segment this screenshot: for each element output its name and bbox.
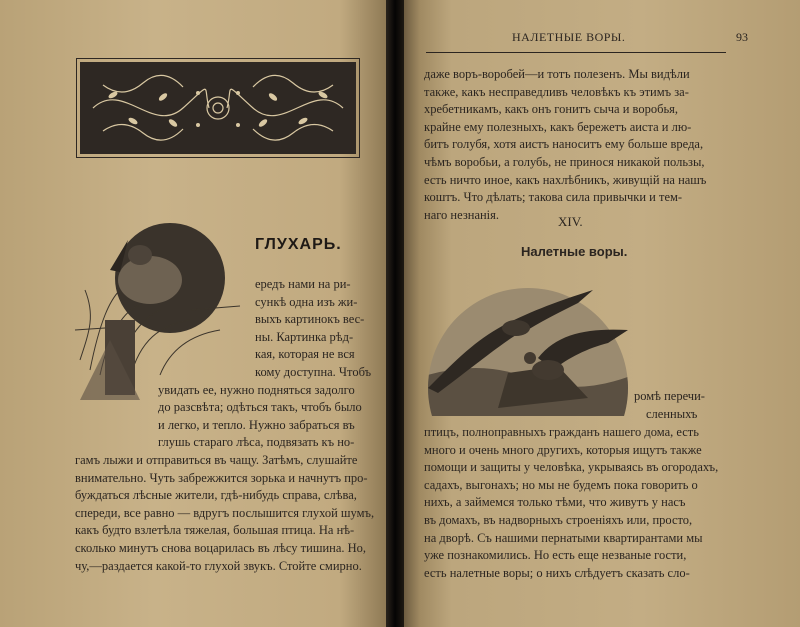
page-number: 93: [736, 30, 748, 44]
text-line: ны. Картинка рѣд-: [255, 329, 354, 344]
text-line: въ домахъ, въ надворныхъ строеніяхъ или, просто,: [424, 512, 693, 527]
running-head: НАЛЕТНЫЕ ВОРЫ.: [512, 30, 626, 44]
chapter-number: XIV.: [558, 214, 583, 229]
text-line: выхъ картинокъ вес-: [255, 312, 365, 327]
text-line: буждаться лѣсные жители, гдѣ-нибудь справа, слѣва,: [75, 488, 357, 503]
text-line: хребетникамъ, какъ онъ гонитъ сыча и воробья,: [424, 102, 679, 117]
text-line: глушь стараго лѣса, подвязать къ но-: [158, 435, 355, 450]
text-wide: [75, 452, 374, 575]
birds-of-prey-illustration: [418, 278, 638, 416]
text-line: есть налетные воры; о нихъ слѣдуетъ сказать сло-: [424, 565, 690, 580]
chapter-subtitle: Налетные воры.: [521, 244, 628, 259]
text-line: есть ничто иное, какъ нахлѣбникъ, живущій на нашъ: [424, 172, 707, 187]
text-line: сколько минутъ снова воцарилась въ лѣсу тишина. Но,: [75, 540, 367, 555]
text-line: до разсвѣта; одѣться такъ, чтобъ было: [158, 400, 362, 415]
text-line: увидать ее, нужно подняться задолго: [158, 382, 355, 397]
text-line: также, какъ несправедливъ человѣкъ къ этимъ за-: [424, 84, 689, 99]
text-line: даже воръ-воробей—и тотъ полезенъ. Мы видѣли: [424, 67, 690, 81]
text-line: спереди, все равно — вдругъ послышится глухой шумъ,: [75, 505, 375, 520]
text-line: ромѣ перечи-: [634, 389, 705, 403]
text-line: наго незнанія.: [424, 207, 500, 222]
chapter-title: ГЛУХАРЬ.: [255, 236, 342, 253]
text-line: кая, которая не вся: [255, 347, 355, 362]
text-line: садахъ, выгонахъ; но мы не будемъ пока говорить о: [424, 477, 698, 492]
text-line: сункѣ одна изъ жи-: [255, 294, 358, 309]
text-line: чу,—раздается какой-то глухой звукъ. Стойте смирно.: [75, 558, 362, 573]
text-line: крайне ему полезныхъ, какъ бережетъ аиста и лю-: [424, 119, 692, 134]
text-line: кому доступна. Чтобъ: [255, 364, 372, 379]
capercaillie-illustration: [70, 210, 250, 410]
header-rule: [426, 52, 726, 53]
floral-ornament-icon: [83, 65, 353, 151]
text-line: уже познакомились. Но есть еще незваные гости,: [424, 548, 687, 563]
text-line: на дворѣ. Съ нашими пернатыми квартирантами мы: [424, 530, 703, 545]
text-line: птицъ, полноправныхъ гражданъ нашего дома, есть: [424, 425, 699, 439]
text-line: коштъ. Что дѣлать; такова сила привычки и тем-: [424, 190, 683, 205]
text-beside-right-illustration: [634, 388, 705, 423]
text-line: ередъ нами на ри-: [255, 277, 351, 291]
text-top: [424, 66, 706, 224]
text-line: чѣмъ воробьи, а голубь, не принося никакой пользы,: [424, 154, 705, 169]
text-line: нихъ, а займемся только тѣми, что живутъ у насъ: [424, 495, 686, 510]
text-line: внимательно. Чуть забрежжится зорька и начнутъ про-: [75, 470, 368, 485]
text-line: и легко, и тепло. Нужно забраться въ: [158, 417, 355, 432]
decorative-headpiece: [80, 62, 356, 154]
text-line: гамъ лыжи и отправиться въ чащу. Затѣмъ, слушайте: [75, 453, 358, 467]
text-bottom: [424, 424, 718, 582]
book-gutter: [386, 0, 404, 627]
text-line: битъ голубя, хотя аистъ наноситъ ему больше вреда,: [424, 137, 704, 152]
left-page: [0, 0, 386, 627]
text-beside-illustration: [255, 276, 373, 382]
text-line: много и очень много другихъ, которыя ищутъ также: [424, 442, 702, 457]
text-line: сленныхъ: [646, 406, 698, 421]
text-line: какъ будто взлетѣла тяжелая, большая птица. На нѣ-: [75, 523, 355, 538]
text-line: помощи и защиты у человѣка, укрываясь въ огородахъ,: [424, 460, 719, 475]
text-mid: [158, 382, 362, 452]
